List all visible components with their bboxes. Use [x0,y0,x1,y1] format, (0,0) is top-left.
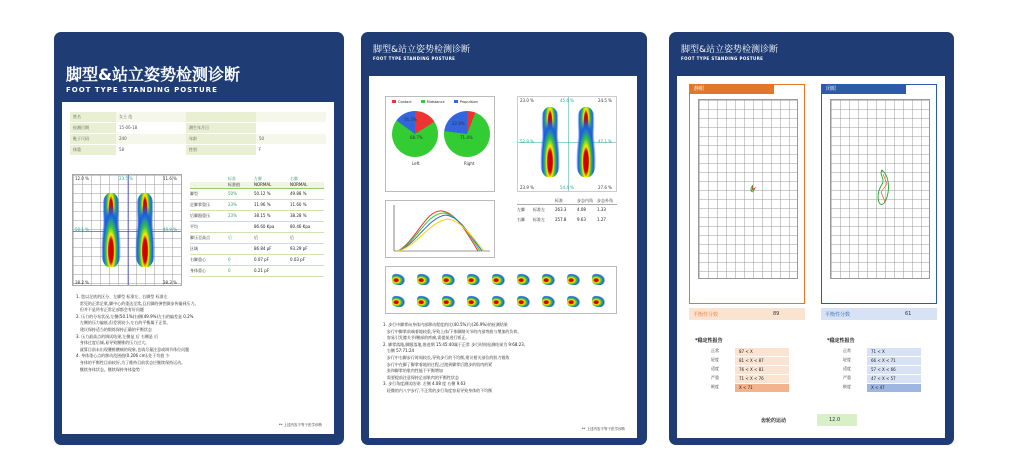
age-value-box [817,414,857,426]
note-line: 右侧 57:71:24 [383,348,415,354]
step-footprint [567,273,581,285]
note-line: 1. 您以足底的区分、左脚型 标准左、右脚型 标准左 [76,294,168,299]
report-range: 71 < X [867,348,921,356]
info-cell: 体重 [70,145,116,156]
step-footprint [392,295,406,307]
table-cell [228,246,254,252]
map-label: 54.4 % [560,185,574,190]
table-cell: 86.60 Kpa [254,224,275,229]
table-cell: 4.08 [577,207,586,212]
step-footprint [592,273,606,285]
report-title: *稳定性报告 [695,338,723,344]
note-line: 继续身体状态。继续保持身体姿势 [76,366,140,372]
step-footprint [492,295,506,307]
info-cell: 鞋子尺码 [70,134,116,145]
report-range: 57 < X < 66 [867,366,921,374]
info-cell: 50 [256,134,326,145]
note-line: 步行中在脚了脚掌着地的过程,过渡到脚掌后蹬步的肌肉的紧 [383,361,493,367]
table-cell: 标准左 [533,207,545,212]
gait-angle-table [517,198,617,225]
report-range: 76 < X < 81 [735,366,789,374]
report-row [827,384,935,392]
header-cell: 步态外角 [597,198,613,203]
map-label: 38.2 % [75,280,89,285]
table-cell: 1.33 [597,207,606,212]
right-foot-map [133,193,157,267]
report-title: *稳定性报告 [827,338,855,344]
left-foot-map [538,107,562,177]
header-cell: 标准 [228,176,236,181]
left-foot-map [99,193,123,267]
pie-label: 22.8% [452,121,465,126]
report-row [695,357,803,365]
info-cell: 240 [116,134,186,145]
step-footprint [392,273,406,285]
report-page-3 [669,32,954,445]
map-label: 47.1 % [598,139,612,144]
score-value: 61 [905,311,912,317]
table-cell: 0.21 pF [254,268,270,273]
header-cell: 步态内角 [577,198,593,203]
step-footprint [442,273,456,285]
note-line: 建议保持适当的锻炼保持正确的平衡状态 [76,326,152,332]
table-cell [290,268,324,274]
note-line: 步行中脚掌前端着地较重,导致上体/下体脚踏关节的内部弯曲与增加的负荷。 [383,328,522,334]
report-range: 47 < X < 57 [867,375,921,383]
page-title: 脚型&站立姿势检测诊断 [373,45,471,55]
panel-label: 静眼 [690,85,774,94]
table-cell: 右脚重心 [190,257,206,262]
step-footprint [467,295,481,307]
info-cell: 测生年月日 [186,123,256,134]
table-cell: 脚压至高点 [190,235,210,240]
info-cell: 姓名 [70,112,116,123]
table-cell: 身体重心 [190,268,206,273]
step-footprint [517,273,531,285]
note-line: 左侧的压力偏低,但差别较小,左右的平衡属于正常。 [76,320,171,326]
map-label: 23.0 % [520,98,534,103]
table-cell: 0.03 pF [290,257,306,262]
note-line: 步行中右脚步行时间较长,导致步行的不均衡,建议相关部位的肌力锻炼 [383,354,510,360]
map-label: 11.6 % [163,176,177,181]
report-level: 适度 [843,366,851,371]
info-cell: 性别 [186,145,256,156]
page-title: 脚型&站立姿势检测诊断 [66,65,240,84]
sway-grid [698,99,798,279]
table-row [190,200,324,211]
force-curve [385,200,495,258]
table-cell: 50% [228,191,237,196]
pie-caption: Left [412,161,420,166]
map-label: 45.6 % [560,98,574,103]
disclaimer: ** 上述内容不等于医学诊断 [581,427,625,431]
table-cell: 标准左 [533,217,545,222]
note-line: 3. 步行角度测试结果: 左侧 4.08 度 右侧 9.63 [383,381,466,387]
table-cell: 足脚掌重压 [190,202,210,207]
gait-pressure-map [517,96,617,192]
table-cell: 50.12 % [254,191,271,196]
table-cell: 区域 [190,246,198,251]
subheader-cell [190,182,228,188]
report-level: 极度 [711,384,719,389]
page-subtitle: FOOT TYPE STANDING POSTURE [681,56,764,61]
report-level: 正常 [843,348,851,353]
note-line: 1. 步行中脚掌向身体内部移动程度的比(40.5%)与(26.9%)的检测结果 [383,322,508,327]
report-range: 87 < X [735,348,789,356]
header-cell: 标准 [555,198,563,203]
report-range: X < 47 [867,384,921,392]
table-cell: 38.28 % [290,213,307,218]
map-label: 27.6 % [598,185,612,190]
table-cell: 0 [228,257,231,262]
stability-report-right [827,338,935,393]
report-row [827,375,935,383]
table-row [190,244,324,255]
disclaimer: ** 上述内容不等于医学诊断 [278,423,322,427]
report-range: 81 < X < 87 [735,357,789,365]
report-level: 极度 [843,384,851,389]
step-sequence-strip [385,266,617,314]
report-level: 正常 [711,348,719,353]
table-cell: 右脚 [517,217,525,222]
table-cell: 后 [228,235,232,240]
age-row [761,414,861,426]
pressure-map [72,174,182,286]
table-cell: 38.15 % [254,213,271,218]
report-row [695,366,803,374]
table-cell: 11.96 % [254,202,271,207]
table-cell: 93.29 pF [290,246,308,251]
info-table [70,112,326,156]
table-row [517,215,617,225]
info-cell: 年龄 [186,134,256,145]
report-page-1 [54,32,344,445]
results-table [190,176,324,277]
note-line: 2. 脚掌落地,脚跟落地,推进期 15:45:40属于正常 步行时间检测结果为 9:68:23, [383,341,526,347]
pie-caption: Right [464,161,475,166]
table-cell: 后 [254,235,258,240]
note-line: 需要提前注意保持足部肌肉的平衡性状态 [383,374,459,380]
info-cell: F [256,145,326,156]
info-cell: 检测日期 [70,123,116,134]
report-paper [369,76,637,438]
map-label: 24.5 % [598,98,612,103]
note-line: 4. 身体重心点的移动范围值(0.206 cm),处于均值 少 [76,353,170,359]
note-line: 容易引发膝关节/腰部的疼痛,需提前进行矫正。 [383,335,470,341]
score-row-right [821,308,937,320]
map-label: 12.0 % [75,176,89,181]
pie-label: 68.7% [410,135,423,140]
mini-header [517,198,617,205]
report-page-2 [361,32,647,445]
header-cell: 右脚 [290,176,298,181]
info-cell: 58 [116,145,186,156]
note-line: 常见的正常足肌,脚中心的重达至常,且后脚的弹性脚步传输到压力。 [76,300,199,306]
map-label: 38.3 % [163,280,177,285]
table-cell: 后 [290,235,294,240]
report-row [695,384,803,392]
analysis-notes [76,294,326,373]
note-line: 就算目前未出现腰椎酸痛的现象,也请尽量注意或调节体位问题 [76,346,190,352]
table-cell: 0 [228,268,231,273]
pie-legend: Contact Midstance Propulsion [392,99,478,105]
table-cell: 23% [228,213,237,218]
header-cell [533,198,555,204]
note-line: 但并不是所有正常足部都会有好问题 [76,307,144,313]
map-label: 23.5 % [119,176,133,181]
info-cell [256,112,326,123]
header-cell [517,198,533,204]
pie-label: 16.3% [404,117,417,122]
step-footprint [592,295,606,307]
table-row [517,205,617,215]
step-footprint [417,295,431,307]
table-cell: 23% [228,202,237,207]
note-line: 2. 压力的分布状况,左侧(50.1%)右侧(49.9%)左右的偏差是 0.2% [76,313,194,319]
info-cell: 15-06-18 [116,123,186,134]
report-row [695,348,803,356]
report-range: 71 < X < 76 [735,375,789,383]
age-label: 齿轮的运动 [761,418,787,424]
note-line: 轻微的内八字步行,不正常的步行角度容易导致身体的不均衡 [383,387,493,393]
map-label: 52.9 % [520,139,534,144]
score-row-left [689,308,805,320]
table-cell: 1.27 [597,217,606,222]
report-row [827,348,935,356]
step-footprint [517,295,531,307]
table-row [190,233,324,244]
step-footprint [492,273,506,285]
step-footprint [442,295,456,307]
score-label: 平衡性分数 [825,312,851,318]
age-value: 12.0 [829,417,841,423]
report-row [827,357,935,365]
right-foot-map [574,107,598,177]
report-paper [677,76,945,438]
page-title: 脚型&站立姿势检测诊断 [681,45,779,55]
table-row [190,255,324,266]
table-cell: 0.07 pF [254,257,270,262]
table-cell: 后脚跟重压 [190,213,210,218]
info-cell [186,112,256,123]
map-label: 23.9 % [520,185,534,190]
report-range: X < 71 [735,384,789,392]
report-level: 适度 [711,366,719,371]
results-subheader [190,182,324,189]
table-row [190,211,324,222]
map-label: 50.1 % [75,227,89,232]
step-footprint [567,295,581,307]
table-cell: 49.88 % [290,191,307,196]
table-cell: 86.84 pF [254,246,272,251]
step-footprint [417,273,431,285]
note-line: 张和脚掌的肌肉性能不平衡增加 [383,368,443,374]
report-paper [62,102,334,434]
subheader-cell: NORMAL [290,182,324,188]
sway-grid [830,99,930,279]
analysis-notes [383,322,627,395]
score-value: 89 [773,311,780,317]
table-cell: 左脚 [517,207,525,212]
table-cell: 263.3 [555,207,567,212]
report-level: 严重 [711,375,719,380]
table-cell: 11.60 % [290,202,307,207]
report-level: 严重 [843,375,851,380]
report-level: 轻度 [843,357,851,362]
report-row [827,366,935,374]
table-row [190,222,324,233]
table-cell [228,224,254,230]
table-cell: 257.8 [555,217,567,222]
table-cell: 平均 [190,224,198,229]
pie-label: 71.4% [460,135,473,140]
page-subtitle: FOOT TYPE STANDING POSTURE [373,56,456,61]
report-range: 66 < X < 71 [867,357,921,365]
step-footprint [467,273,481,285]
page-subtitle: FOOT TYPE STANDING POSTURE [66,86,218,94]
info-cell [256,123,326,134]
note-line: 身体过度后倾,易导致腰椎的压力过大。 [76,340,150,346]
panel-label: 闭眼 [822,85,906,94]
table-cell: 9.63 [577,217,586,222]
stability-report-left [695,338,803,393]
step-footprint [542,295,556,307]
table-row [190,189,324,200]
score-label: 平衡性分数 [693,312,719,318]
map-label: 49.9 % [163,227,177,232]
gait-phase-pies [385,96,495,192]
table-row [190,266,324,277]
balance-panel-open-eyes [689,84,805,304]
subheader-cell: 标准值 [228,182,254,188]
subheader-cell: NORMAL [254,182,290,188]
balance-panel-closed-eyes [821,84,937,304]
table-cell: 80.46 Kpa [290,224,311,229]
header-cell: 左脚 [254,176,262,181]
step-footprint [542,273,556,285]
right-pie [444,111,490,157]
report-row [695,375,803,383]
table-cell: 脚型 [190,191,198,196]
note-line: 3. 压力最高点的调试结果,左侧是 后 右侧是 后 [76,333,159,339]
note-line: 身体的平衡性目前较好,为了维持目前状态应继续保持运动。 [76,359,186,365]
report-level: 轻度 [711,357,719,362]
info-cell: 女士 范 [116,112,186,123]
